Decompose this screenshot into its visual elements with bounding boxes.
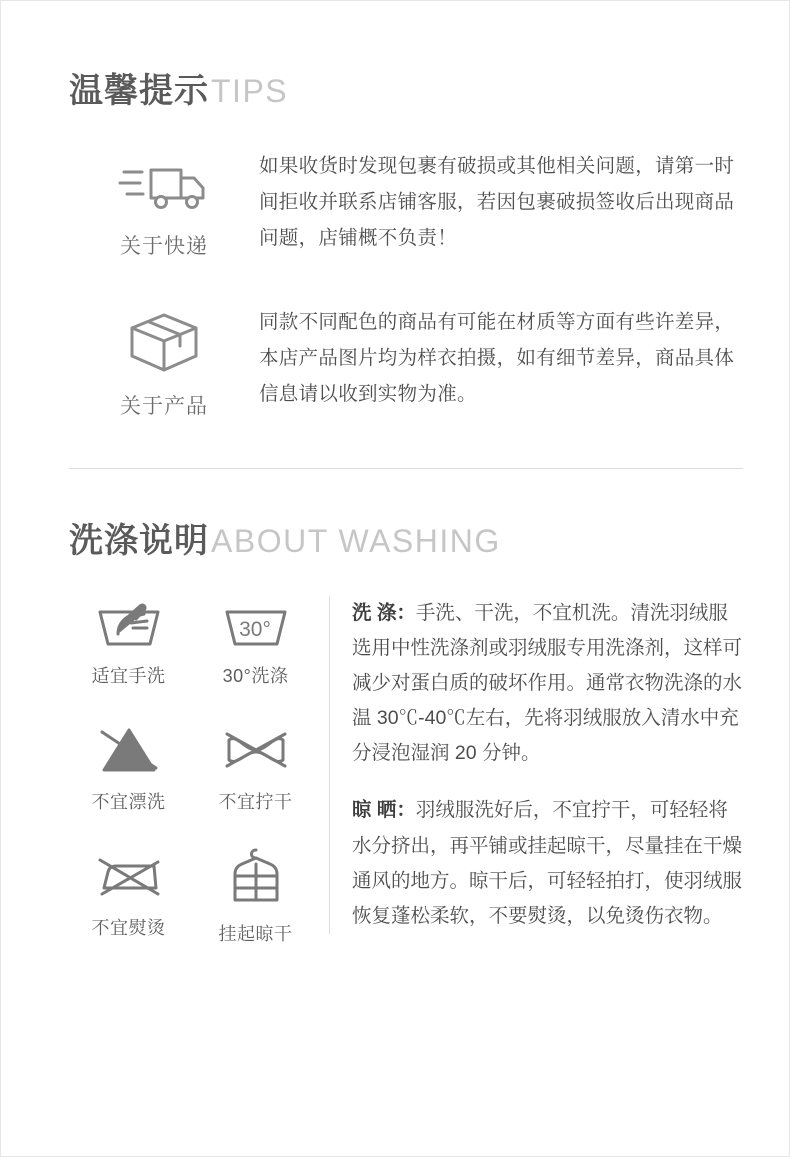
tip-label-delivery: 关于快递 — [120, 235, 208, 258]
washing-text-column — [329, 596, 743, 934]
tip-text-delivery: 如果收货时发现包裹有破损或其他相关问题，请第一时间拒收并联系店铺客服，若因包裹破损签收后出现商品问题，店铺概不负责！ — [259, 155, 735, 250]
wash-item-no-wring — [196, 722, 315, 814]
wash-item-no-iron — [69, 848, 188, 946]
content-wrapper — [69, 63, 743, 946]
delivery-truck-icon — [118, 154, 210, 216]
washing-heading-cn: 洗涤说明 — [69, 522, 209, 560]
washing-icon-grid — [69, 596, 329, 946]
wash-30-degrees-icon — [219, 596, 293, 652]
no-wring-icon — [219, 722, 293, 778]
tips-heading-en: TIPS — [211, 73, 289, 109]
package-box-icon — [124, 310, 204, 376]
tip-icon-col-product — [69, 302, 259, 420]
no-bleach-icon — [92, 722, 166, 778]
washing-para-dry-text: 羽绒服洗好后，不宜拧干，可轻轻将水分挤出，再平铺或挂起晾干，尽量挂在干燥通风的地方。晾干后，可轻轻拍打，使羽绒服恢复蓬松柔软，不要熨烫，以免烫伤衣物。 — [352, 799, 743, 927]
washing-heading — [69, 513, 743, 562]
hang-dry-icon — [219, 848, 293, 910]
washing-para-wash — [352, 596, 743, 771]
wash-label-hand-wash: 适宜手洗 — [91, 666, 166, 686]
no-iron-icon — [92, 848, 166, 904]
wash-label-hang-dry: 挂起晾干 — [218, 924, 293, 944]
washing-para-wash-key: 洗 涤： — [352, 602, 416, 624]
wash-item-hand-wash — [69, 596, 188, 688]
svg-text:30°: 30° — [238, 618, 271, 641]
washing-para-dry-key: 晾 晒： — [352, 799, 416, 822]
tip-icon-col-delivery — [69, 146, 259, 260]
wash-label-no-wring: 不宜拧干 — [218, 792, 293, 812]
wash-item-no-bleach — [69, 722, 188, 814]
wash-label-no-bleach: 不宜漂洗 — [91, 792, 166, 812]
wash-item-hang-dry — [196, 848, 315, 946]
wash-item-30-degrees — [196, 596, 315, 688]
washing-para-dry — [352, 793, 743, 933]
wash-label-30-degrees: 30°洗涤 — [222, 666, 289, 686]
tips-list — [69, 146, 743, 420]
tip-item-delivery — [69, 146, 743, 260]
washing-heading-en: ABOUT WASHING — [211, 523, 501, 559]
washing-body — [69, 596, 743, 946]
tip-label-product: 关于产品 — [120, 395, 208, 418]
tip-item-product — [69, 302, 743, 420]
tips-heading — [69, 63, 743, 112]
wash-label-no-iron: 不宜熨烫 — [91, 918, 166, 938]
tips-heading-cn: 温馨提示 — [69, 72, 209, 110]
section-divider — [69, 468, 743, 469]
hand-wash-icon — [92, 596, 166, 652]
tip-text-product: 同款不同配色的商品有可能在材质等方面有些许差异，本店产品图片均为样衣拍摄，如有细节差异，商品具体信息请以收到实物为准。 — [259, 311, 735, 406]
washing-para-wash-text: 手洗、干洗，不宜机洗。清洗羽绒服选用中性洗涤剂或羽绒服专用洗涤剂，这样可减少对蛋白质的破坏作用。通常衣物洗涤的水温 30℃-40℃左右，先将羽绒服放入清水中充分浸泡湿润 20 分钟。 — [352, 602, 743, 765]
